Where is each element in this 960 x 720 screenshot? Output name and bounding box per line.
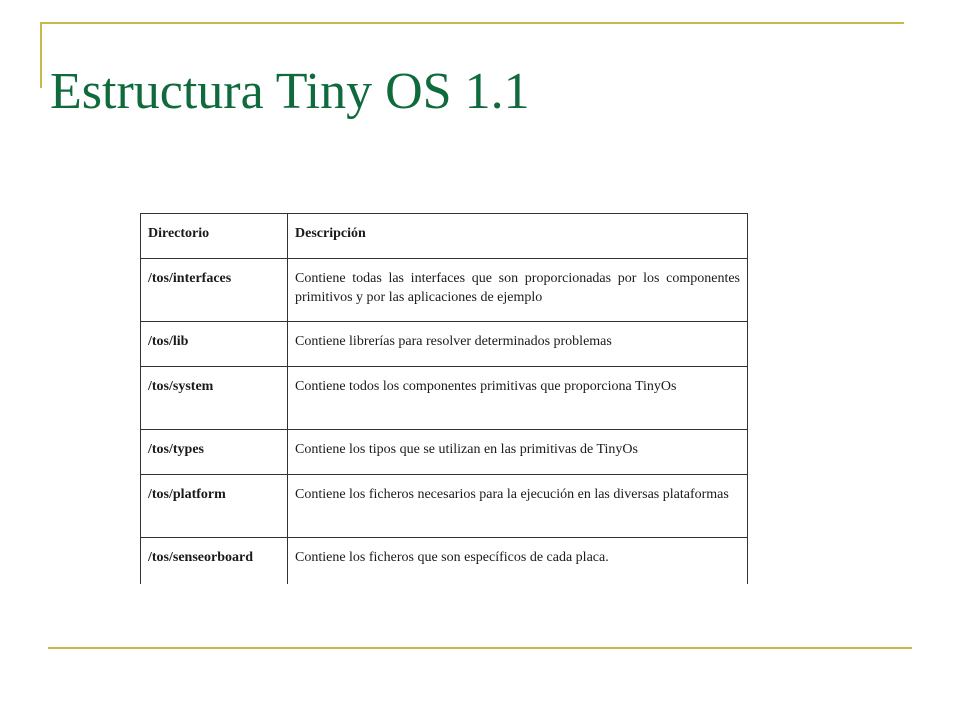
header-descripcion: Descripción: [288, 214, 748, 259]
table-row: [141, 322, 748, 367]
cell-description: Contiene todos los componentes primitivas que proporciona TinyOs: [288, 367, 748, 430]
cell-description: Contiene librerías para resolver determinados problemas: [288, 322, 748, 367]
directory-table: [140, 213, 748, 584]
slide-title: Estructura Tiny OS 1.1: [50, 63, 530, 120]
cell-directory: /tos/lib: [141, 322, 288, 367]
frame-line-bottom: [48, 647, 912, 649]
table-row: [141, 475, 748, 538]
table-header-row: [141, 214, 748, 259]
header-directorio: Directorio: [141, 214, 288, 259]
table-row: [141, 367, 748, 430]
cell-description: Contiene los ficheros que son específicos de cada placa.: [288, 538, 748, 585]
frame-line-top: [40, 22, 904, 24]
cell-description: Contiene todas las interfaces que son proporcionadas por los componentes primitivos y por las aplicaciones de ejemplo: [288, 259, 748, 322]
directory-table-container: [140, 213, 747, 584]
cell-description: Contiene los ficheros necesarios para la ejecución en las diversas plataformas: [288, 475, 748, 538]
frame-line-left: [40, 22, 42, 88]
table-row: [141, 259, 748, 322]
table-row: [141, 430, 748, 475]
table-row: [141, 538, 748, 585]
cell-directory: /tos/interfaces: [141, 259, 288, 322]
cell-description: Contiene los tipos que se utilizan en las primitivas de TinyOs: [288, 430, 748, 475]
cell-directory: /tos/types: [141, 430, 288, 475]
cell-directory: /tos/senseorboard: [141, 538, 288, 585]
cell-directory: /tos/platform: [141, 475, 288, 538]
cell-directory: /tos/system: [141, 367, 288, 430]
